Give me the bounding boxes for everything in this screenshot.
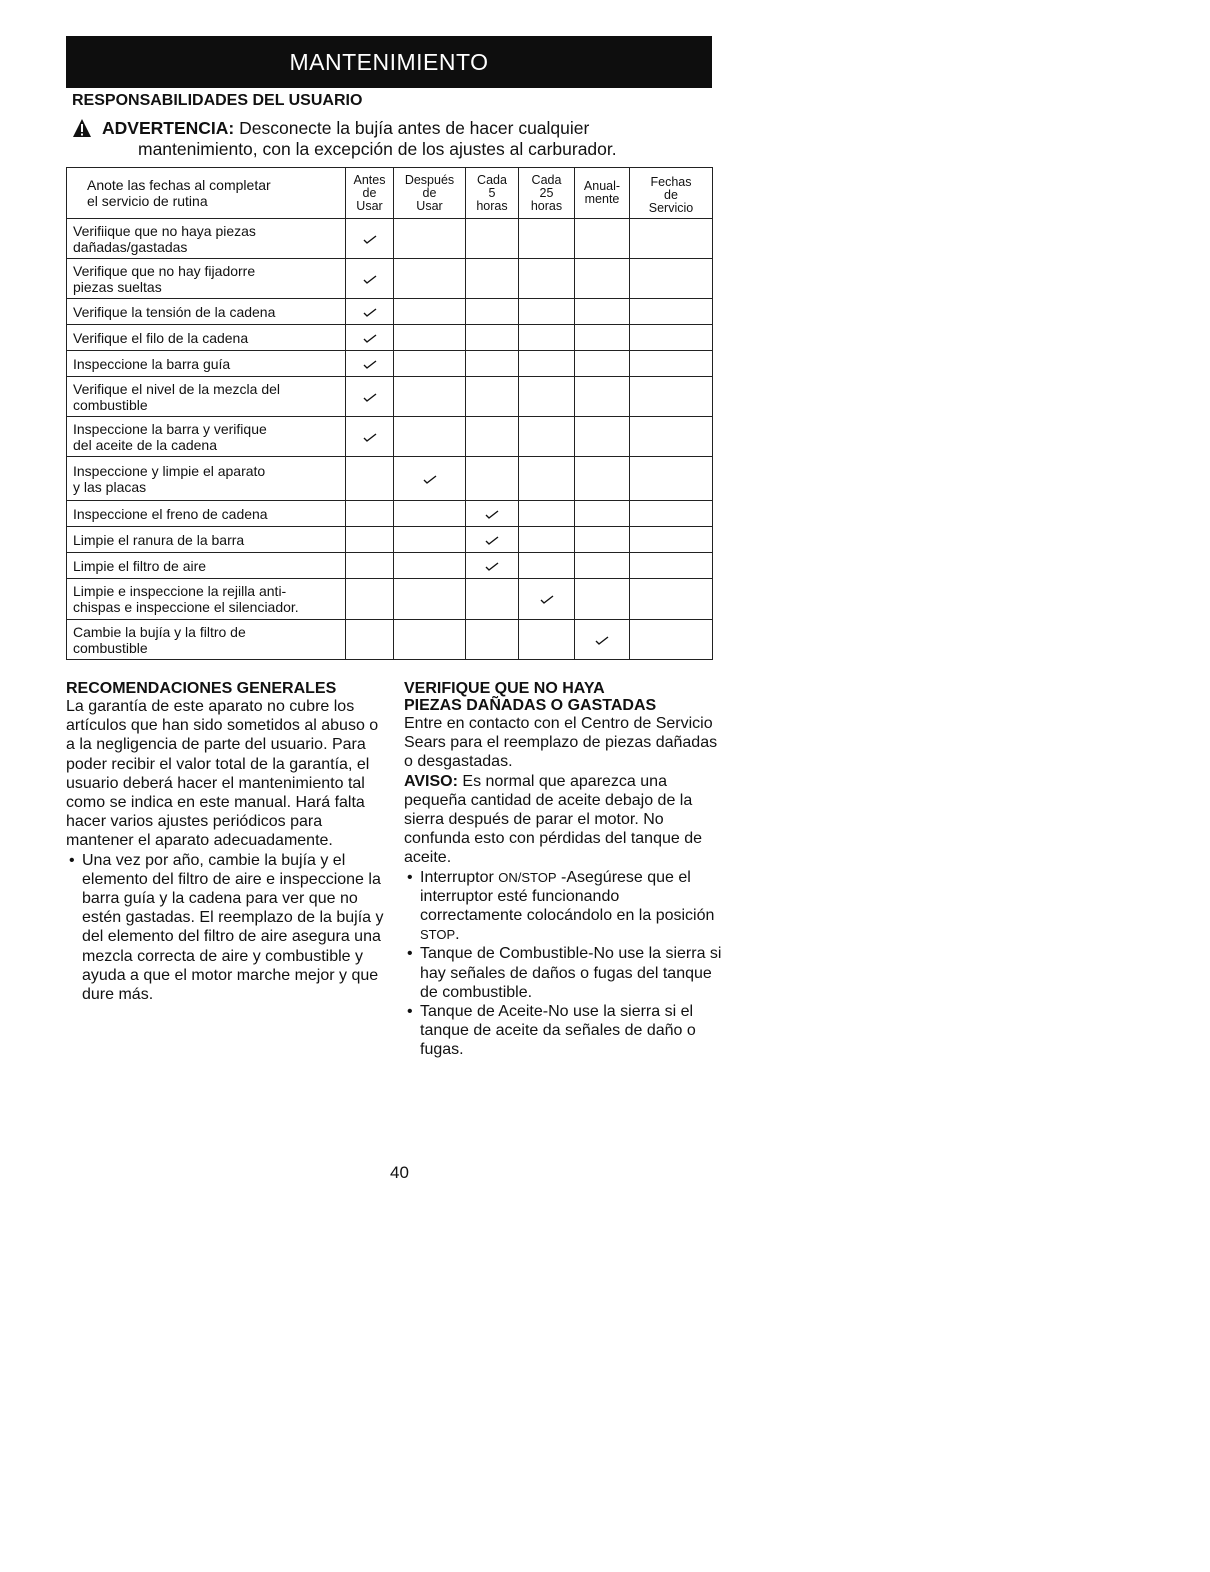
schedule-cell — [630, 377, 713, 417]
schedule-cell — [575, 259, 630, 299]
table-row — [67, 299, 713, 325]
damaged-parts-section — [404, 680, 724, 1060]
right-heading-line-1: VERIFIQUE QUE NO HAYA — [404, 680, 605, 697]
check-mark-icon — [485, 509, 499, 519]
task-line: Cambie la bujía y la filtro de — [73, 623, 246, 640]
schedule-cell — [346, 553, 394, 579]
left-paragraph: La garantía de este aparato no cubre los artículos que han sido sometidos al abuso o a la negligencia de parte del usuario. Para poder recibir el valor total de la garantía, el usuario deberá hacer el mantenimiento tal como se indica en este manual. Hará falta hacer varios ajustes periódicos para mantener el aparato adecuadamente. — [66, 698, 379, 850]
schedule-cell — [630, 501, 713, 527]
table-row — [67, 527, 713, 553]
schedule-cell — [394, 457, 466, 501]
schedule-cell — [519, 579, 575, 620]
aviso-text: Es normal que aparezca una pequeña cantidad de aceite debajo de la sierra después de parar el motor. No confunda esto con pérdidas del tanque de aceite. — [404, 772, 703, 867]
task-cell — [67, 351, 346, 377]
task-cell — [67, 553, 346, 579]
schedule-cell — [346, 259, 394, 299]
schedule-cell — [346, 351, 394, 377]
column-header — [466, 168, 519, 219]
schedule-cell — [575, 325, 630, 351]
left-list — [66, 851, 384, 1005]
task-line: Limpie el ranura de la barra — [73, 531, 245, 548]
schedule-cell — [466, 219, 519, 259]
warning-text-1: Desconecte la bujía antes de hacer cualquier — [239, 118, 590, 138]
schedule-cell — [575, 417, 630, 457]
schedule-cell — [394, 417, 466, 457]
section-title: MANTENIMIENTO — [289, 48, 489, 75]
schedule-cell — [346, 377, 394, 417]
task-cell — [67, 457, 346, 501]
schedule-cell — [346, 579, 394, 620]
schedule-cell — [519, 377, 575, 417]
table-row — [67, 351, 713, 377]
column-header-line: horas — [530, 198, 563, 213]
task-cell — [67, 579, 346, 620]
schedule-cell — [394, 351, 466, 377]
table-row — [67, 219, 713, 259]
list-item: • Tanque de Aceite-No use la sierra si el tanque de aceite da señales de daño o fugas. — [404, 1002, 724, 1060]
check-mark-icon — [363, 359, 377, 369]
column-header-line: Antes — [353, 172, 386, 187]
schedule-cell — [519, 219, 575, 259]
task-line: chispas e inspeccione el silenciador. — [73, 599, 299, 615]
check-mark-icon — [363, 307, 377, 317]
schedule-cell — [630, 579, 713, 620]
task-line: combustible — [73, 639, 148, 656]
schedule-cell — [575, 457, 630, 501]
bullet-text: . — [455, 926, 460, 944]
check-mark-icon — [540, 594, 554, 604]
schedule-cell — [630, 417, 713, 457]
table-row — [67, 325, 713, 351]
column-header-line: mente — [584, 192, 620, 206]
header-note-line-2: el servicio de rutina — [87, 193, 208, 209]
schedule-cell — [630, 259, 713, 299]
column-header — [394, 168, 466, 219]
schedule-cell — [630, 325, 713, 351]
column-header-line: de — [422, 185, 437, 200]
schedule-cell — [519, 299, 575, 325]
schedule-cell — [394, 620, 466, 660]
stop-label: STOP — [420, 927, 456, 943]
schedule-cell — [519, 553, 575, 579]
task-line: Inspeccione la barra guía — [73, 355, 231, 372]
column-header-line: de — [664, 187, 678, 202]
general-recommendations — [66, 680, 384, 1004]
schedule-cell — [394, 377, 466, 417]
schedule-cell — [466, 377, 519, 417]
schedule-cell — [346, 457, 394, 501]
task-cell — [67, 377, 346, 417]
schedule-cell — [630, 219, 713, 259]
task-cell — [67, 620, 346, 660]
schedule-cell — [575, 351, 630, 377]
check-mark-icon — [595, 635, 609, 645]
schedule-cell — [630, 457, 713, 501]
task-line: Limpie e inspeccione la rejilla anti- — [73, 583, 287, 599]
table-row — [67, 553, 713, 579]
task-line: Inspeccione y limpie el aparato — [73, 462, 266, 479]
right-heading — [404, 680, 724, 714]
check-mark-icon — [423, 474, 437, 484]
task-cell — [67, 417, 346, 457]
column-header-line: Usar — [416, 198, 443, 213]
schedule-cell — [466, 527, 519, 553]
task-line: Verifique el nivel de la mezcla del — [73, 380, 281, 397]
section-banner — [66, 36, 712, 88]
schedule-cell — [630, 299, 713, 325]
column-header — [519, 168, 575, 219]
table-row — [67, 377, 713, 417]
task-line: dañadas/gastadas — [73, 238, 188, 255]
check-mark-icon — [363, 333, 377, 343]
task-cell — [67, 219, 346, 259]
table-row — [67, 457, 713, 501]
task-cell — [67, 259, 346, 299]
table-row — [67, 620, 713, 660]
check-mark-icon — [363, 234, 377, 244]
column-header-line: Fechas — [650, 174, 692, 189]
schedule-cell — [575, 579, 630, 620]
column-header-line: Servicio — [648, 200, 694, 215]
task-line: Verifiique que no haya piezas — [73, 222, 256, 239]
schedule-cell — [575, 620, 630, 660]
schedule-cell — [575, 219, 630, 259]
subheading: RESPONSABILIDADES DEL USUARIO — [72, 92, 363, 109]
schedule-cell — [466, 259, 519, 299]
schedule-cell — [575, 501, 630, 527]
task-line: piezas sueltas — [73, 278, 162, 295]
bullet-text: -Asegúrese que el interruptor esté funcionando correctamente colocándolo en la posición — [420, 868, 715, 925]
aviso-paragraph — [404, 772, 724, 868]
task-line: y las placas — [73, 478, 147, 495]
column-header-line: Usar — [356, 198, 383, 213]
check-mark-icon — [363, 274, 377, 284]
schedule-cell — [346, 417, 394, 457]
schedule-cell — [346, 219, 394, 259]
column-header-line: de — [362, 185, 377, 200]
task-line: combustible — [73, 396, 148, 413]
column-header-line: Después — [404, 172, 455, 187]
task-line: Verifique la tensión de la cadena — [73, 303, 276, 320]
schedule-cell — [466, 457, 519, 501]
column-header-line: 25 — [539, 185, 554, 200]
schedule-cell — [394, 219, 466, 259]
header-note-line-1: Anote las fechas al completar — [87, 177, 271, 193]
right-list — [404, 868, 724, 1060]
schedule-cell — [630, 620, 713, 660]
schedule-cell — [466, 325, 519, 351]
task-cell — [67, 501, 346, 527]
schedule-cell — [394, 325, 466, 351]
switch-label: ON/STOP — [498, 869, 557, 885]
schedule-cell — [519, 325, 575, 351]
aviso-label: AVISO: — [404, 772, 458, 790]
schedule-cell — [346, 325, 394, 351]
column-header-line: horas — [476, 198, 508, 213]
check-mark-icon — [363, 432, 377, 442]
schedule-cell — [346, 527, 394, 553]
table-row — [67, 417, 713, 457]
schedule-cell — [630, 351, 713, 377]
schedule-cell — [394, 579, 466, 620]
bullet-text: Interruptor — [420, 868, 499, 886]
task-line: Limpie el filtro de aire — [73, 557, 207, 574]
table-row — [67, 501, 713, 527]
schedule-cell — [466, 351, 519, 377]
schedule-cell — [519, 527, 575, 553]
task-line: Inspeccione el freno de cadena — [73, 505, 268, 522]
list-item: • Una vez por año, cambie la bujía y el elemento del filtro de aire e inspeccione la barra guía y la cadena para ver que no estén gastadas. El reemplazo de la bujía y del elemento del filtro de aire asegura una mezcla correcta de aire y combustible y ayuda a que el motor marche mejor y que dure más. — [66, 851, 384, 1005]
schedule-cell — [466, 579, 519, 620]
table-row — [67, 579, 713, 620]
schedule-cell — [519, 259, 575, 299]
schedule-cell — [346, 620, 394, 660]
schedule-cell — [466, 501, 519, 527]
schedule-cell — [630, 527, 713, 553]
right-paragraph: Entre en contacto con el Centro de Servicio Sears para el reemplazo de piezas dañadas o desgastadas. — [404, 715, 718, 771]
task-cell — [67, 527, 346, 553]
column-header-line: Anual- — [583, 179, 621, 193]
schedule-cell — [466, 299, 519, 325]
warning-triangle-icon — [72, 118, 92, 138]
column-header — [630, 168, 713, 219]
check-mark-icon — [363, 392, 377, 402]
schedule-cell — [466, 417, 519, 457]
task-line: del aceite de la cadena — [73, 436, 217, 453]
task-line: Inspeccione la barra y verifique — [73, 420, 267, 437]
schedule-cell — [630, 553, 713, 579]
column-header-line: Cada — [531, 172, 562, 187]
task-line: Verifique que no hay fijadorre — [73, 262, 256, 279]
schedule-cell — [519, 501, 575, 527]
schedule-cell — [575, 377, 630, 417]
warning-label: ADVERTENCIA: — [102, 118, 235, 138]
list-item — [404, 868, 724, 945]
table-row — [67, 259, 713, 299]
page-number: 40 — [390, 1163, 409, 1182]
schedule-cell — [394, 259, 466, 299]
schedule-cell — [394, 553, 466, 579]
column-header — [346, 168, 394, 219]
schedule-cell — [346, 501, 394, 527]
schedule-cell — [519, 351, 575, 377]
column-header-line: Cada — [477, 172, 507, 187]
column-header — [575, 168, 630, 219]
table-header-row — [67, 168, 713, 219]
schedule-cell — [466, 620, 519, 660]
schedule-cell — [575, 527, 630, 553]
task-line: Verifique el filo de la cadena — [73, 329, 249, 346]
schedule-cell — [346, 299, 394, 325]
schedule-cell — [519, 417, 575, 457]
task-cell — [67, 299, 346, 325]
schedule-cell — [466, 553, 519, 579]
left-heading: RECOMENDACIONES GENERALES — [66, 680, 337, 697]
column-header-line: 5 — [488, 185, 496, 200]
header-note — [67, 168, 346, 219]
right-heading-line-2: PIEZAS DAÑADAS O GASTADAS — [404, 697, 657, 714]
maintenance-schedule-table — [66, 167, 713, 660]
warning-line-1 — [102, 118, 589, 139]
schedule-cell — [394, 299, 466, 325]
check-mark-icon — [485, 535, 499, 545]
schedule-cell — [394, 527, 466, 553]
schedule-cell — [394, 501, 466, 527]
schedule-cell — [575, 299, 630, 325]
schedule-cell — [575, 553, 630, 579]
schedule-cell — [519, 457, 575, 501]
schedule-cell — [519, 620, 575, 660]
check-mark-icon — [485, 561, 499, 571]
warning-text-2: mantenimiento, con la excepción de los ajustes al carburador. — [138, 139, 617, 159]
list-item: • Tanque de Combustible-No use la sierra si hay señales de daños o fugas del tanque de combustible. — [404, 944, 724, 1002]
task-cell — [67, 325, 346, 351]
